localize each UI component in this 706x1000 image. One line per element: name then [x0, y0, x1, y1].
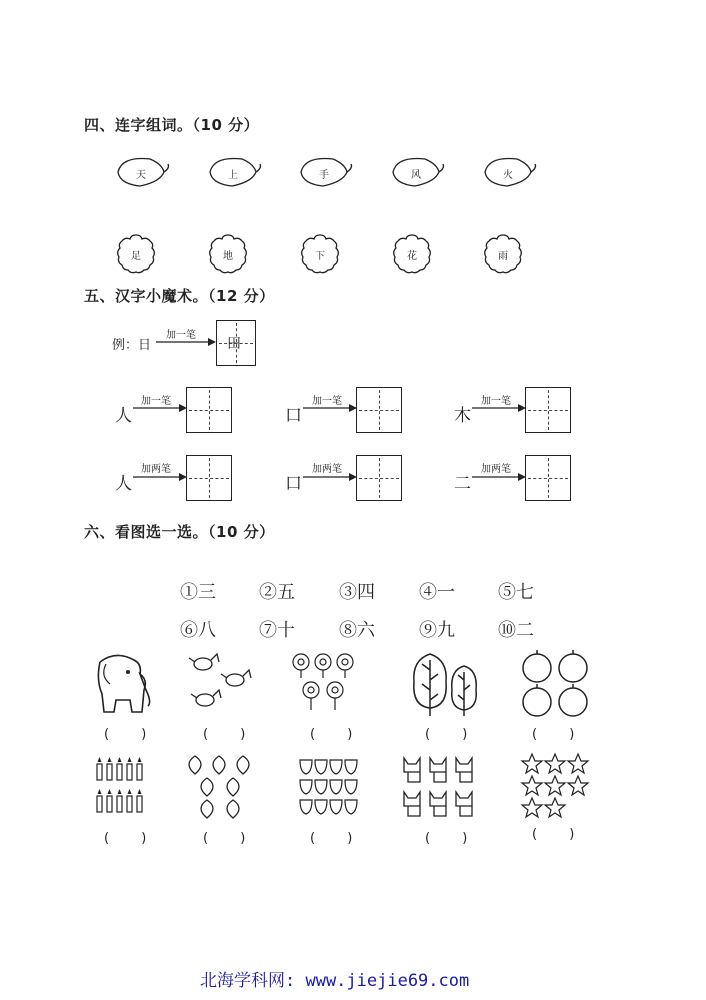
base-char: 二: [454, 474, 471, 494]
leaf-char: 风: [411, 170, 421, 181]
flower-char: 地: [223, 251, 233, 262]
stroke-hint: 加两笔: [481, 464, 511, 475]
base-char: 木: [454, 406, 471, 426]
section6-title: 六、看图选一选。（10 分）: [84, 523, 275, 541]
arrow-icon: [472, 471, 526, 483]
flower-row: [110, 232, 560, 276]
stroke-hint: 加两笔: [312, 464, 342, 475]
writing-box[interactable]: [356, 387, 402, 433]
leaf-char: 手: [319, 170, 329, 181]
answer-blank[interactable]: ( ): [532, 727, 589, 742]
stroke-hint: 加两笔: [141, 464, 171, 475]
option: ④一: [419, 582, 455, 603]
arrow-icon: [133, 471, 187, 483]
option: ⑤七: [498, 582, 534, 603]
base-char: 口: [285, 474, 302, 494]
option: ⑨九: [419, 620, 455, 641]
base-char: 人: [115, 474, 132, 494]
writing-box[interactable]: [186, 387, 232, 433]
example-hint: 加一笔: [166, 330, 196, 341]
option: ⑧六: [339, 620, 375, 641]
base-char: 口: [285, 406, 302, 426]
base-char: 人: [115, 406, 132, 426]
stroke-hint: 加一笔: [141, 396, 171, 407]
option: ③四: [339, 582, 375, 603]
leaf-row: [110, 150, 560, 194]
flower-char: 足: [131, 251, 141, 262]
answer-blank[interactable]: ( ): [310, 831, 367, 846]
arrow-icon: [156, 336, 216, 348]
candles-picture: [93, 756, 153, 820]
answer-blank[interactable]: ( ): [532, 827, 589, 842]
cats-picture: [400, 752, 490, 824]
flower-char: 雨: [498, 251, 508, 262]
leaf-char: 天: [136, 170, 146, 181]
leaf-char: 火: [503, 170, 513, 181]
stars-picture: [520, 752, 592, 820]
arrow-icon: [472, 402, 526, 414]
example-label: 例：日: [112, 338, 152, 353]
arrow-icon: [303, 471, 357, 483]
answer-blank[interactable]: ( ): [425, 831, 482, 846]
answer-blank[interactable]: ( ): [425, 727, 482, 742]
flower-char: 下: [315, 251, 325, 262]
answer-blank[interactable]: ( ): [104, 831, 161, 846]
stroke-hint: 加一笔: [481, 396, 511, 407]
flower-char: 花: [407, 251, 417, 262]
elephant-picture: [86, 650, 158, 720]
writing-box[interactable]: [525, 387, 571, 433]
option: ⑩二: [498, 620, 534, 641]
leaf-char: 上: [228, 170, 238, 181]
option: ②五: [259, 582, 295, 603]
option: ①三: [180, 582, 216, 603]
section4-title: 四、连字组词。（10 分）: [84, 116, 260, 134]
birds-picture: [185, 648, 255, 720]
footer-link[interactable]: 北海学科网: www.jiejie69.com: [200, 971, 470, 991]
trees-picture: [406, 650, 486, 720]
arrow-icon: [303, 402, 357, 414]
writing-box[interactable]: [525, 455, 571, 501]
example-answer: 田: [227, 336, 241, 352]
stroke-hint: 加一笔: [312, 396, 342, 407]
answer-blank[interactable]: ( ): [310, 727, 367, 742]
apples-picture: [517, 650, 593, 720]
arrow-icon: [133, 402, 187, 414]
answer-blank[interactable]: ( ): [104, 727, 161, 742]
strawberries-picture: [297, 756, 359, 820]
sunflowers-picture: [287, 650, 357, 720]
answer-blank[interactable]: ( ): [203, 727, 260, 742]
option: ⑦十: [259, 620, 295, 641]
option: ⑥八: [180, 620, 216, 641]
section5-title: 五、汉字小魔术。（12 分）: [84, 287, 275, 305]
answer-blank[interactable]: ( ): [203, 831, 260, 846]
writing-box[interactable]: [356, 455, 402, 501]
leaves-picture: [183, 752, 263, 824]
writing-box[interactable]: [186, 455, 232, 501]
